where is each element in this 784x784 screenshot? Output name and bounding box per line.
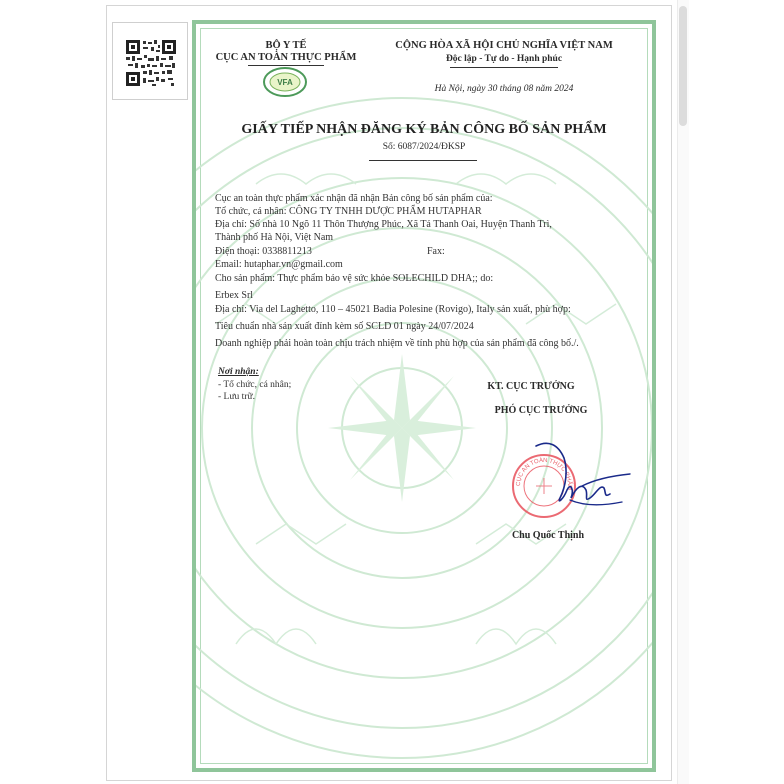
fax-line: Fax: <box>427 246 445 257</box>
signatory-name: Chu Quốc Thịnh <box>511 530 585 541</box>
scrollbar-thumb[interactable] <box>679 6 687 126</box>
place-and-date: Hà Nội, ngày 30 tháng 08 năm 2024 <box>434 84 574 94</box>
body-intro: Cục an toàn thực phẩm xác nhận đã nhận Bản công bố sản phẩm của: <box>215 193 493 204</box>
manufacturer-address: Địa chỉ: Via del Laghetto, 110 – 45021 Badia Polesine (Rovigo), Italy sản xuất, phù hợp: <box>215 304 571 315</box>
logo-text: VFA <box>277 78 293 87</box>
signatory-position: PHÓ CỤC TRƯỞNG <box>494 405 588 416</box>
country-name: CỘNG HÒA XÃ HỘI CHỦ NGHĨA VIỆT NAM <box>395 40 613 51</box>
vfa-logo-icon <box>262 66 308 98</box>
title-underline <box>369 160 477 161</box>
email-line: Email: hutaphar.vn@gmail.com <box>215 259 343 270</box>
recipient-item-1: - Tổ chức, cá nhân; <box>218 380 292 390</box>
qr-code[interactable] <box>112 22 188 100</box>
recipient-item-2: - Lưu trữ. <box>218 392 255 402</box>
document-title: GIẤY TIẾP NHẬN ĐĂNG KÝ BẢN CÔNG BỐ SẢN PHẨM <box>241 122 607 137</box>
motto-underline <box>450 67 558 68</box>
qr-code-icon <box>126 40 176 86</box>
agency-name: CỤC AN TOÀN THỰC PHẨM <box>215 52 357 63</box>
recipients-heading: Nơi nhận: <box>218 367 259 377</box>
national-motto: Độc lập - Tự do - Hạnh phúc <box>445 54 563 64</box>
organization-line: Tổ chức, cá nhân: CÔNG TY TNHH DƯỢC PHẨM HUTAPHAR <box>215 206 482 217</box>
handwritten-signature <box>530 436 640 526</box>
phone-line: Điện thoại: 0338811213 <box>215 246 312 257</box>
registration-number: Số: 6087/2024/ĐKSP <box>382 142 466 152</box>
seal-text: CỤC AN TOÀN THỰC PHẨM <box>515 457 573 491</box>
address-line-1: Địa chỉ: Số nhà 10 Ngõ 11 Thôn Thượng Phúc, Xã Tả Thanh Oai, Huyện Thanh Trì, <box>215 219 552 230</box>
signatory-on-behalf: KT. CỤC TRƯỞNG <box>487 381 575 392</box>
ministry-name: BỘ Y TẾ <box>265 40 307 51</box>
standard-line: Tiêu chuẩn nhà sản xuất đính kèm số SCLD 01 ngày 24/07/2024 <box>215 321 474 332</box>
product-line: Cho sản phẩm: Thực phẩm bảo vệ sức khỏe SOLECHILD DHA;; do: <box>215 273 494 284</box>
address-line-2: Thành phố Hà Nội, Việt Nam <box>215 232 334 243</box>
responsibility-line: Doanh nghiệp phải hoàn toàn chịu trách nhiệm về tính phù hợp của sản phẩm đã công bố./. <box>215 338 579 349</box>
manufacturer-name: Erbex Srl <box>215 290 254 301</box>
